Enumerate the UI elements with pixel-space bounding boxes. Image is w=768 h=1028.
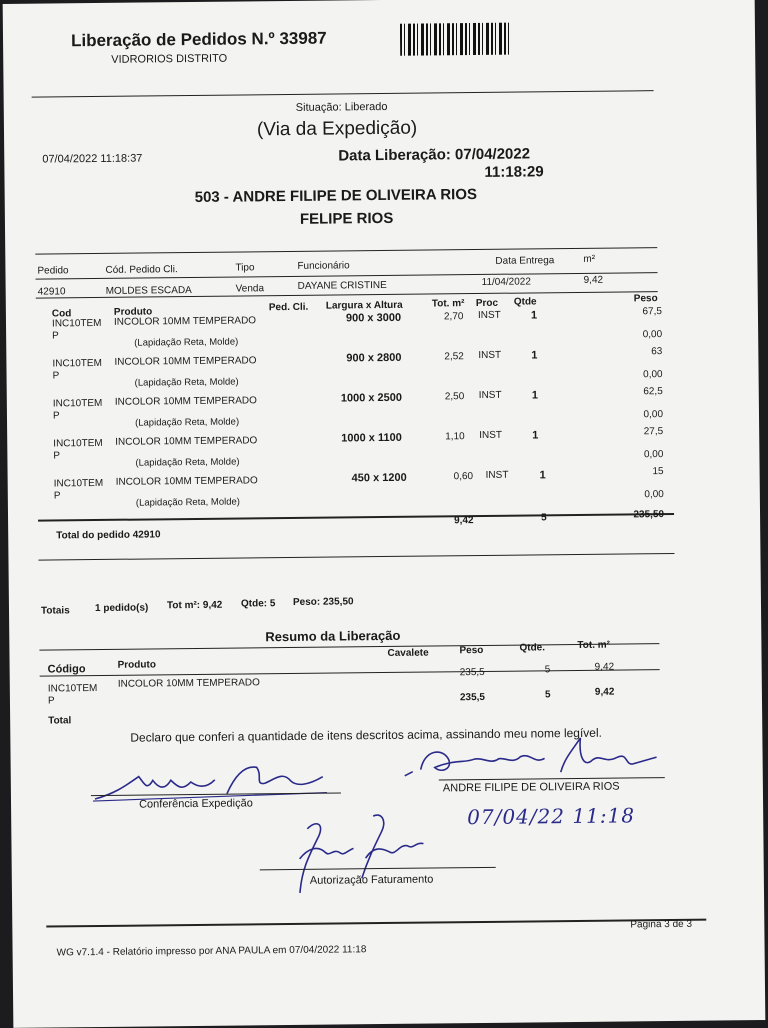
- item-proc: INST: [479, 429, 503, 441]
- order-total-qtde: 5: [541, 512, 547, 524]
- resumo-produto: INCOLOR 10MM TEMPERADO: [117, 677, 260, 690]
- item-proc: INST: [477, 309, 501, 322]
- item-cod-suffix: P: [52, 370, 60, 382]
- item-tot-m2: 2,70: [443, 311, 464, 323]
- item-tot-m2: 2,52: [444, 351, 464, 363]
- items-col-qtde: Qtde: [513, 296, 537, 308]
- funcionario-value: DAYANE CRISTINE: [297, 279, 387, 292]
- item-produto: INCOLOR 10MM TEMPERADO: [115, 435, 258, 448]
- item-peso-extra: 0,00: [643, 409, 664, 421]
- list-item: INC10TEM P INCOLOR 10MM TEMPERADO 1000 x 1100 1,10 INST 1 27,5 (Lapidação Reta, Molde) 0,00: [53, 426, 664, 469]
- item-produto: INCOLOR 10MM TEMPERADO: [114, 395, 257, 408]
- resumo-qtde: 5: [544, 664, 551, 676]
- resumo-peso: 235,5: [459, 666, 485, 679]
- items-col-tot-m2: Tot. m²: [431, 298, 465, 310]
- list-item: INC10TEM P INCOLOR 10MM TEMPERADO 450 x 1200 0,60 INST 1 15 (Lapidação Reta, Molde) 0,00: [53, 466, 664, 509]
- divider: [38, 553, 674, 561]
- item-produto: INCOLOR 10MM TEMPERADO: [115, 475, 258, 488]
- items-col-larg-alt: Largura x Altura: [325, 299, 403, 312]
- item-largura: 1000: [340, 392, 366, 405]
- document-page: [3, 0, 766, 1028]
- totals-pedidos: 1 pedido(s): [94, 602, 149, 615]
- items-col-proc: Proc: [475, 297, 499, 310]
- item-largura: 450: [351, 472, 371, 485]
- divider: [38, 513, 674, 522]
- item-peso-extra: 0,00: [643, 369, 663, 381]
- col-funcionario: Funcionário: [297, 260, 350, 272]
- divider: [35, 247, 657, 255]
- page-number: Página 3 de 3: [630, 918, 693, 931]
- item-cod: INC10TEM: [52, 357, 102, 370]
- item-produto: INCOLOR 10MM TEMPERADO: [114, 355, 257, 368]
- document-title: Liberação de Pedidos N.º 33987: [70, 28, 327, 51]
- resumo-col-peso: Peso: [459, 644, 484, 657]
- item-largura: 1000: [341, 432, 366, 445]
- item-qtde: 1: [531, 389, 538, 402]
- totals-peso: Peso: 235,50: [292, 596, 354, 608]
- resumo-col-qtde: Qtde.: [519, 642, 546, 654]
- item-altura: 1200: [382, 471, 407, 485]
- resumo-col-produto: Produto: [117, 659, 156, 671]
- resumo-cod: INC10TEM: [47, 683, 98, 695]
- tipo-value: Venda: [235, 283, 265, 295]
- declaration-text: Declaro que conferi a quantidade de itens descritos acima, assinando meu nome legível.: [130, 725, 603, 745]
- item-peso: 62,5: [643, 386, 663, 398]
- item-largura: 900: [345, 312, 365, 325]
- item-cod: INC10TEM: [51, 317, 102, 330]
- order-total-peso: 235,50: [633, 509, 665, 521]
- m2-value: 9,42: [583, 274, 604, 286]
- item-desc: (Lapidação Reta, Molde): [134, 336, 239, 349]
- items-col-peso: Peso: [633, 293, 658, 305]
- item-cod-suffix: P: [53, 450, 61, 462]
- item-cod-suffix: P: [53, 490, 61, 502]
- item-peso-extra: 0,00: [642, 329, 663, 341]
- item-altura: 1100: [377, 431, 402, 445]
- client-signature-label: ANDRE FILIPE DE OLIVEIRA RIOS: [442, 780, 620, 795]
- resumo-total-peso: 235,5: [459, 691, 486, 704]
- item-proc: INST: [485, 469, 509, 481]
- divider: [39, 643, 659, 650]
- conferencia-label: Conferência Expedição: [138, 797, 253, 811]
- item-qtde: 1: [530, 309, 538, 322]
- item-peso-extra: 0,00: [643, 449, 664, 461]
- items-col-produto: Produto: [113, 306, 153, 318]
- item-largura: 900: [346, 352, 365, 365]
- col-tipo: Tipo: [235, 262, 255, 274]
- autorizacao-label: Autorização Faturamento: [309, 873, 434, 887]
- item-produto: INCOLOR 10MM TEMPERADO: [113, 315, 257, 328]
- item-proc: INST: [478, 349, 502, 362]
- item-desc: (Lapidação Reta, Molde): [134, 376, 239, 389]
- hora-liberacao: 11:18:29: [484, 163, 544, 181]
- item-peso: 67,5: [642, 306, 662, 318]
- data-entrega-value: 11/04/2022: [481, 276, 531, 288]
- totals-m2: Tot m²: 9,42: [166, 599, 223, 612]
- order-total-m2: 9,42: [454, 515, 474, 527]
- resumo-col-codigo: Código: [47, 663, 86, 676]
- item-peso: 15: [652, 466, 664, 478]
- resumo-tot: 9,42: [594, 661, 615, 673]
- footer-print-info: WG v7.1.4 - Relatório impresso por ANA PAULA em 07/04/2022 11:18: [56, 944, 367, 959]
- col-m2: m²: [583, 253, 596, 265]
- col-data-entrega: Data Entrega: [495, 255, 555, 267]
- resumo-title: Resumo da Liberação: [265, 627, 401, 645]
- item-cod-suffix: P: [52, 330, 59, 342]
- company-name: VIDRORIOS DISTRITO: [111, 52, 228, 66]
- pedido-value: 42910: [37, 286, 66, 298]
- items-col-ped-cli: Ped. Cli.: [268, 301, 309, 314]
- list-item: INC10TEM P INCOLOR 10MM TEMPERADO 900 x 2800 2,52 INST 1 63 (Lapidação Reta, Molde) 0,00: [52, 346, 663, 389]
- item-tot-m2: 1,10: [445, 431, 465, 443]
- item-tot-m2: 2,50: [444, 391, 465, 403]
- printed-timestamp: 07/04/2022 11:18:37: [42, 152, 143, 166]
- list-item: INC10TEM P INCOLOR 10MM TEMPERADO 900 x 3000 2,70 INST 1 67,5 (Lapidação Reta, Molde) 0,00: [51, 306, 663, 349]
- handwritten-date: 07/04/22 11:18: [467, 803, 636, 830]
- divider: [32, 90, 654, 98]
- totals-label: Totais: [40, 605, 70, 617]
- list-item: INC10TEM P INCOLOR 10MM TEMPERADO 1000 x 2500 2,50 INST 1 62,5 (Lapidação Reta, Molde) 0,00: [52, 386, 664, 429]
- item-peso: 63: [651, 346, 663, 358]
- item-proc: INST: [478, 389, 502, 402]
- situacao-status: Situação: Liberado: [295, 100, 388, 114]
- data-liberacao: Data Liberação: 07/04/2022: [338, 145, 531, 165]
- autorizacao-signature: [277, 807, 448, 901]
- divider: [46, 919, 706, 928]
- item-altura: 2500: [377, 391, 403, 405]
- item-altura: 3000: [376, 311, 402, 325]
- item-peso-extra: 0,00: [644, 489, 664, 501]
- client-name: 503 - ANDRE FILIPE DE OLIVEIRA RIOS: [194, 186, 478, 206]
- items-col-cod: Cod: [51, 308, 72, 320]
- item-cod: INC10TEM: [52, 397, 103, 410]
- item-cod-suffix: P: [52, 410, 60, 422]
- item-tot-m2: 0,60: [453, 471, 474, 483]
- item-desc: (Lapidação Reta, Molde): [134, 416, 240, 429]
- resumo-total-label: Total: [48, 715, 72, 727]
- totals-qtde: Qtde: 5: [240, 598, 276, 610]
- item-altura: 2800: [376, 351, 402, 365]
- resumo-col-tot: Tot. m²: [577, 639, 611, 651]
- barcode: [400, 23, 510, 56]
- client-alias: FELIPE RIOS: [299, 209, 394, 228]
- item-desc: (Lapidação Reta, Molde): [135, 496, 240, 509]
- resumo-cod-suffix: P: [47, 695, 55, 707]
- order-total-label: Total do pedido 42910: [56, 529, 161, 542]
- resumo-col-cavalete: Cavalete: [387, 647, 429, 659]
- col-pedido: Pedido: [37, 265, 69, 277]
- item-desc: (Lapidação Reta, Molde): [135, 456, 240, 469]
- item-peso: 27,5: [643, 426, 664, 438]
- item-qtde: 1: [539, 469, 546, 482]
- client-signature: [394, 727, 665, 790]
- resumo-total-qtde: 5: [544, 689, 551, 701]
- resumo-total-tot: 9,42: [594, 686, 615, 698]
- cod-cli-value: MOLDES ESCADA: [105, 285, 192, 297]
- via-label: (Via da Expedição): [256, 117, 418, 141]
- col-cod-pedido-cli: Cód. Pedido Cli.: [105, 264, 178, 276]
- item-cod: INC10TEM: [53, 437, 103, 450]
- item-cod: INC10TEM: [53, 477, 104, 490]
- item-qtde: 1: [532, 429, 539, 442]
- item-qtde: 1: [531, 349, 538, 362]
